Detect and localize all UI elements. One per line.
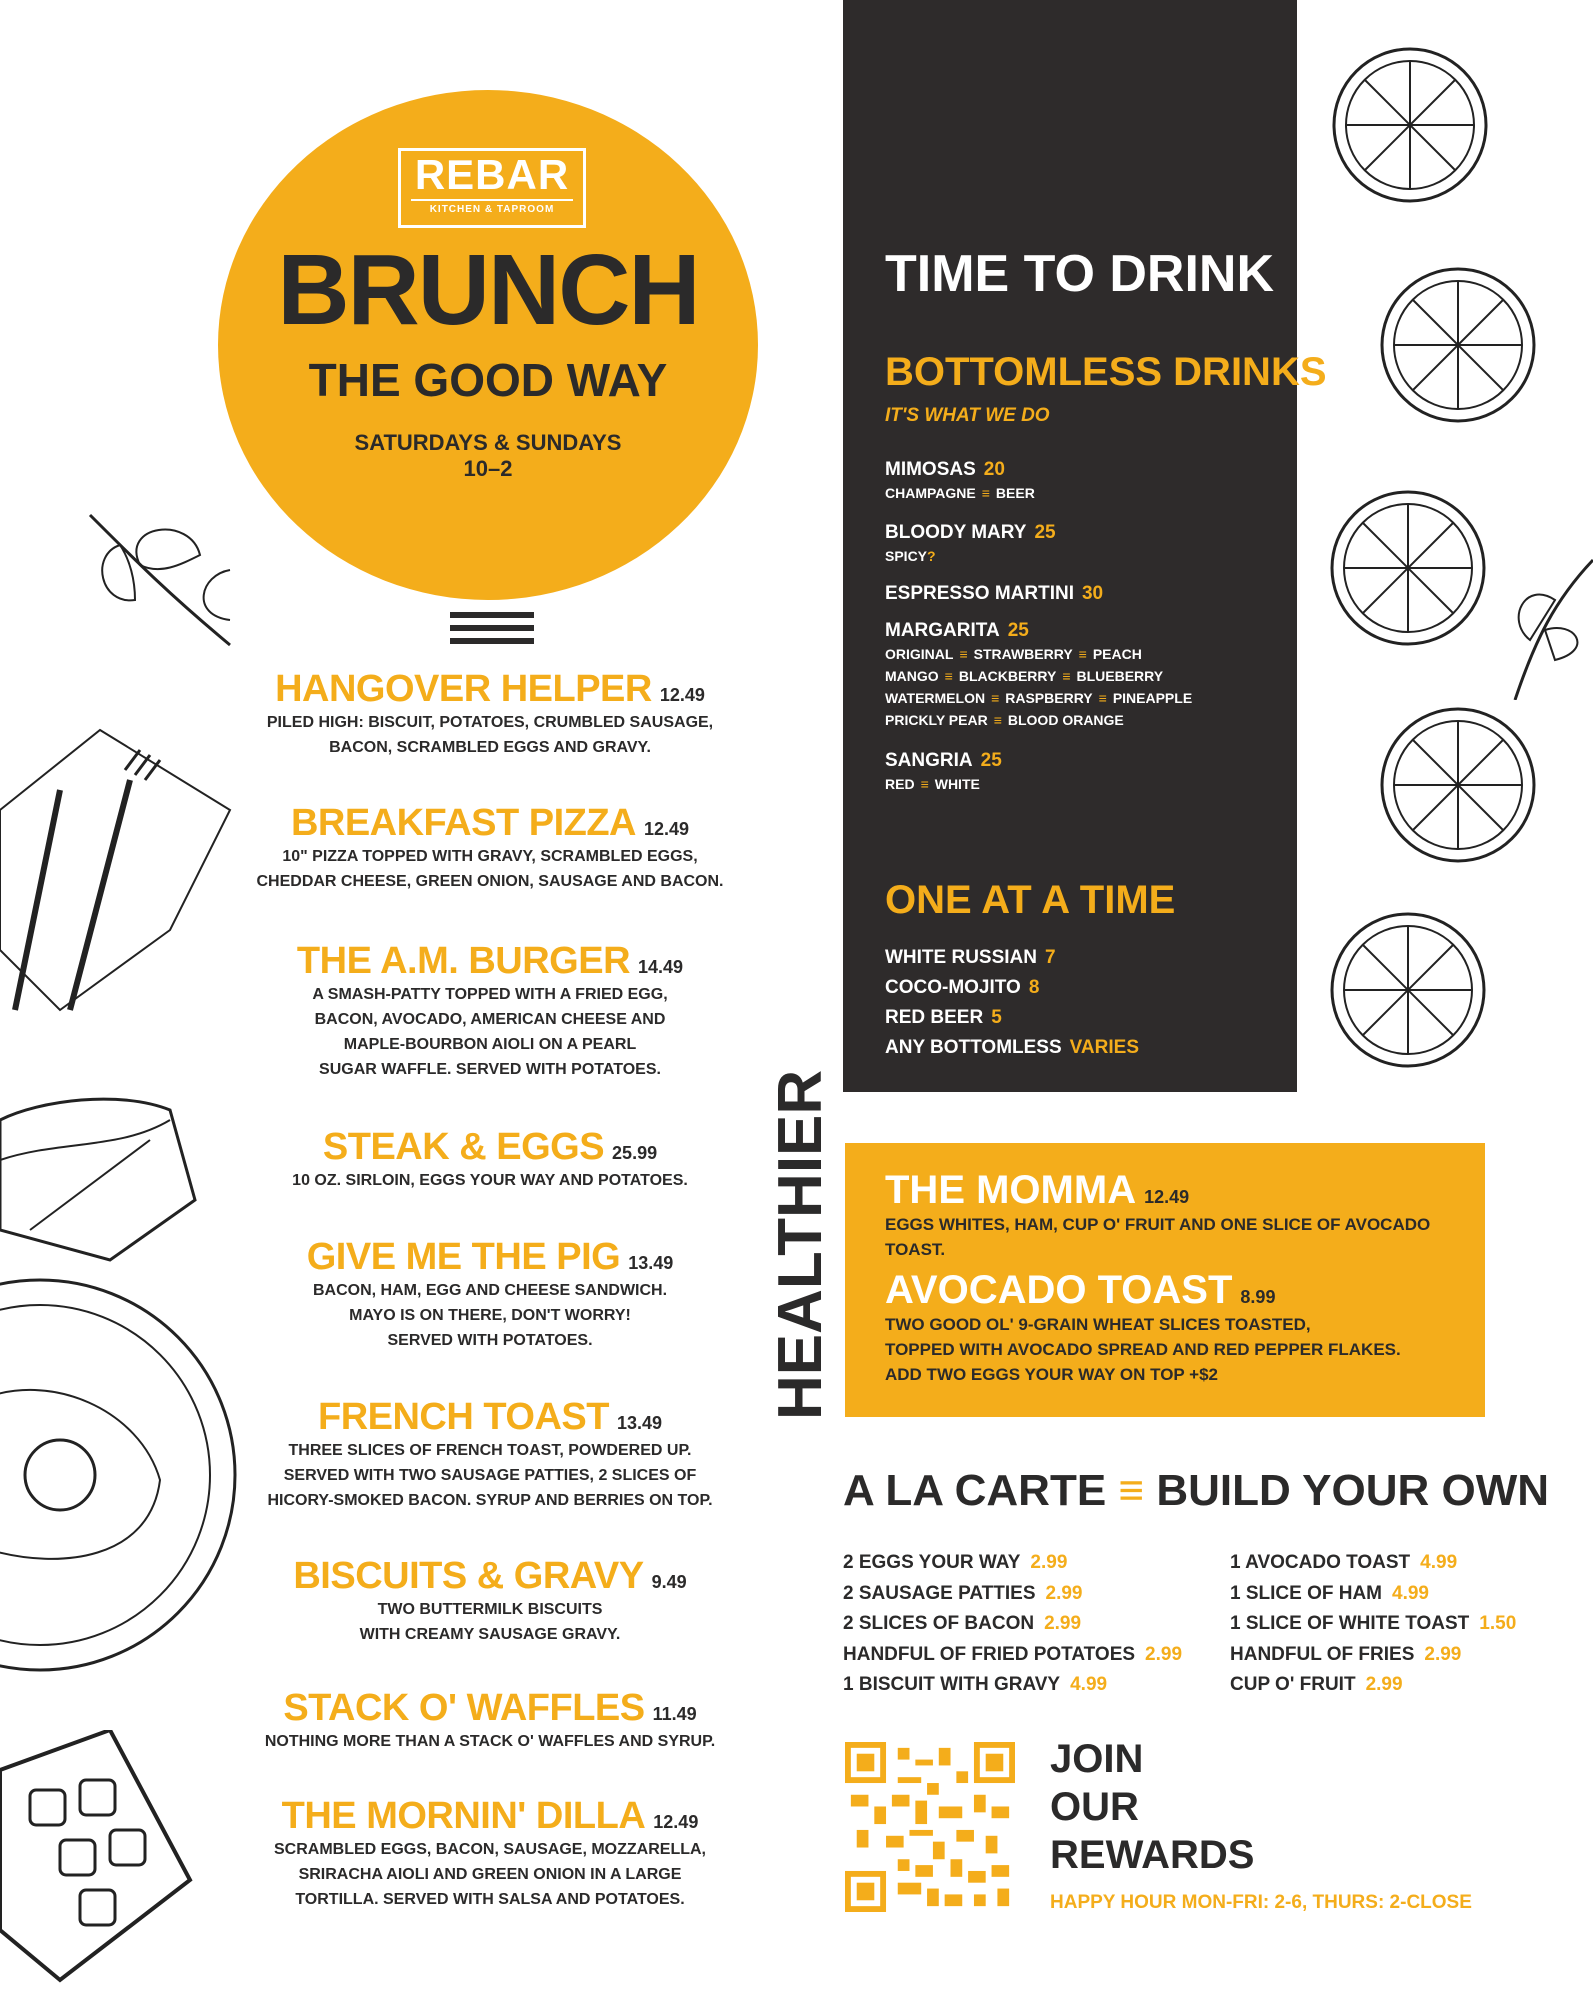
list-item-price: 2.99 — [1145, 1643, 1183, 1665]
list-item — [1230, 1670, 1516, 1701]
drink-option: MANGO — [885, 668, 939, 684]
menu-item-price: 9.49 — [651, 1572, 687, 1592]
menu-item-name: BREAKFAST PIZZA — [290, 802, 636, 844]
list-item — [843, 1670, 1182, 1701]
drink-item — [885, 521, 1285, 567]
menu-item-price: 14.49 — [638, 957, 684, 977]
list-item — [1230, 1609, 1516, 1640]
drink-item — [885, 582, 1285, 606]
list-item-price: 2.99 — [1044, 1613, 1082, 1634]
menu-item-price: 8.99 — [1240, 1287, 1276, 1307]
drink-option: ORIGINAL — [885, 646, 954, 662]
menu-item — [240, 1795, 740, 1912]
service-time: 10–2 — [463, 456, 513, 481]
drink-price: 7 — [1045, 947, 1056, 968]
menu-item-price: 12.49 — [644, 819, 690, 839]
menu-item-price: 12.49 — [659, 685, 705, 705]
citrus-slice-icon — [1378, 265, 1538, 425]
drink-note: SPICY — [885, 548, 928, 564]
drink-name: COCO-MOJITO — [885, 977, 1021, 998]
drink-option: RASPBERRY — [1005, 690, 1093, 706]
separator-icon: ≡ — [991, 690, 1000, 706]
drink-option: WHITE — [934, 776, 980, 792]
menu-item-description: TWO GOOD OL' 9-GRAIN WHEAT SLICES TOASTED, TOPPED WITH AVOCADO SPREAD AND RED PEPPER FLAKES. ADD TWO EGGS YOUR WAY ON TOP +$2 — [885, 1315, 1401, 1384]
list-item-name: CUP O' FRUIT — [1230, 1674, 1356, 1695]
menu-item — [240, 802, 740, 894]
list-item-price: 4.99 — [1070, 1674, 1108, 1695]
service-days: SATURDAYS & SUNDAYS — [354, 430, 622, 455]
list-item — [1230, 1640, 1516, 1671]
menu-item-description: NOTHING MORE THAN A STACK O' WAFFLES AND SYRUP. — [264, 1733, 716, 1750]
list-item-price: 4.99 — [1420, 1552, 1458, 1573]
drink-price: 25 — [1007, 620, 1029, 641]
list-item — [1230, 1548, 1516, 1579]
drink-item — [885, 458, 1285, 504]
napkin-cutlery-icon — [0, 690, 240, 1020]
menu-item-name: STACK O' WAFFLES — [283, 1687, 645, 1729]
list-item-name: 2 EGGS YOUR WAY — [843, 1552, 1021, 1573]
menu-item-price: 25.99 — [612, 1143, 658, 1163]
menu-item-description: THREE SLICES OF FRENCH TOAST, POWDERED UP. SERVED WITH TWO SAUSAGE PATTIES, 2 SLICES OF HICORY-SMOKED BACON. SYRUP AND BERRIES ON TOP. — [267, 1442, 713, 1509]
menu-item-name: BISCUITS & GRAVY — [293, 1555, 644, 1597]
a-la-carte-title-left: A LA CARTE — [843, 1466, 1107, 1515]
menu-item-description: A SMASH-PATTY TOPPED WITH A FRIED EGG, BACON, AVOCADO, AMERICAN CHEESE AND MAPLE-BOURBON AIOLI ON A PEARL SUGAR WAFFLE. SERVED WITH POTATOES. — [312, 986, 668, 1078]
a-la-carte-right-column — [1230, 1548, 1516, 1701]
menu-item-description: PILED HIGH: BISCUIT, POTATOES, CRUMBLED SAUSAGE, BACON, SCRAMBLED EGGS AND GRAVY. — [266, 714, 714, 756]
drink-price: 20 — [983, 459, 1005, 480]
bottomless-title: BOTTOMLESS DRINKS — [885, 350, 1327, 394]
drink-option: STRAWBERRY — [973, 646, 1073, 662]
drink-price: 30 — [1081, 583, 1104, 604]
healthier-label: HEALTHIER — [766, 1069, 835, 1420]
drink-name: SANGRIA — [885, 750, 973, 771]
drink-note-mark: ? — [927, 548, 936, 564]
menu-item-price: 13.49 — [616, 1413, 662, 1433]
citrus-slice-icon — [1330, 45, 1490, 205]
logo-subtitle: KITCHEN & TAPROOM — [411, 199, 573, 216]
menu-item-description: EGGS WHITES, HAM, CUP O' FRUIT AND ONE SLICE OF AVOCADO TOAST. — [885, 1215, 1431, 1259]
drink-option: BLUEBERRY — [1076, 668, 1164, 684]
menu-item-description: TWO BUTTERMILK BISCUITS WITH CREAMY SAUSAGE GRAVY. — [359, 1601, 621, 1643]
menu-item — [885, 1168, 1465, 1262]
leaf-sprig-icon — [80, 505, 240, 655]
menu-item-name: THE A.M. BURGER — [296, 940, 631, 982]
menu-item-description: SCRAMBLED EGGS, BACON, SAUSAGE, MOZZARELLA, SRIRACHA AIOLI AND GREEN ONION IN A LARGE TORTILLA. SERVED WITH SALSA AND POTATOES. — [273, 1841, 706, 1908]
drink-price: 25 — [1034, 522, 1056, 543]
list-item-name: HANDFUL OF FRIED POTATOES — [843, 1643, 1136, 1665]
list-item-name: 1 SLICE OF HAM — [1230, 1582, 1383, 1604]
drink-option: BEER — [995, 485, 1035, 501]
drinks-title: TIME TO DRINK — [885, 245, 1275, 303]
separator-icon: ≡ — [981, 485, 990, 501]
list-item — [843, 1579, 1182, 1610]
drink-name: WHITE RUSSIAN — [885, 947, 1037, 968]
list-item-price: 2.99 — [1030, 1552, 1068, 1573]
list-item-price: 2.99 — [1045, 1582, 1083, 1604]
menu-item — [240, 1555, 740, 1647]
one-at-a-time-title: ONE AT A TIME — [885, 878, 1176, 922]
a-la-carte-left-column — [843, 1548, 1182, 1701]
qr-code-icon[interactable] — [845, 1742, 1015, 1912]
citrus-slice-icon — [1378, 705, 1538, 865]
menu-item-description: 10 OZ. SIRLOIN, EGGS YOUR WAY AND POTATOES. — [292, 1172, 688, 1189]
leaf-sprig-icon — [1485, 540, 1593, 700]
rewards-line: REWARDS — [1050, 1833, 1255, 1877]
menu-item-price: 12.49 — [1144, 1187, 1190, 1207]
logo-name: REBAR — [414, 151, 570, 198]
list-item-name: 1 BISCUIT WITH GRAVY — [843, 1674, 1061, 1695]
drink-item — [885, 749, 1285, 795]
drink-item — [885, 1006, 1002, 1030]
menu-item — [240, 1126, 740, 1193]
drink-item — [885, 976, 1039, 1000]
list-item-name: 1 SLICE OF WHITE TOAST — [1230, 1613, 1470, 1634]
separator-icon: ≡ — [1062, 668, 1071, 684]
menu-item — [885, 1268, 1465, 1387]
rewards-heading — [1050, 1735, 1254, 1879]
separator-icon: ≡ — [1098, 690, 1107, 706]
menu-item — [240, 1236, 740, 1353]
drink-option: PEACH — [1092, 646, 1142, 662]
a-la-carte-title — [843, 1466, 1549, 1516]
rewards-line: JOIN — [1050, 1737, 1144, 1781]
menu-item-price: 12.49 — [653, 1812, 699, 1832]
separator-icon: ≡ — [993, 712, 1002, 728]
menu-item — [240, 1687, 740, 1754]
separator-icon: ≡ — [1078, 646, 1087, 662]
drink-name: ESPRESSO MARTINI — [885, 583, 1074, 604]
drink-price: 5 — [991, 1007, 1002, 1028]
drink-name: ANY BOTTOMLESS — [885, 1037, 1062, 1058]
drink-option: BLOOD ORANGE — [1007, 712, 1124, 728]
list-item-name: 1 AVOCADO TOAST — [1230, 1552, 1411, 1573]
list-item — [843, 1548, 1182, 1579]
list-item-name: 2 SLICES OF BACON — [843, 1613, 1035, 1634]
drink-price: VARIES — [1069, 1037, 1139, 1058]
drink-name: MIMOSAS — [885, 459, 976, 480]
page-title: BRUNCH — [277, 234, 699, 346]
separator-icon: ≡ — [1118, 1466, 1145, 1515]
bottomless-tagline: IT'S WHAT WE DO — [885, 405, 1050, 426]
list-item-price: 1.50 — [1479, 1613, 1517, 1634]
drink-price: 25 — [980, 750, 1002, 771]
rewards-line: OUR — [1050, 1785, 1139, 1829]
page-subtitle: THE GOOD WAY — [308, 354, 668, 406]
list-item-price: 2.99 — [1424, 1643, 1462, 1665]
menu-item-description: BACON, HAM, EGG AND CHEESE SANDWICH. MAYO IS ON THERE, DON'T WORRY! SERVED WITH POTATOES. — [312, 1282, 668, 1349]
drink-price: 8 — [1028, 977, 1040, 998]
menu-item-name: FRENCH TOAST — [317, 1396, 609, 1438]
citrus-slice-icon — [1328, 488, 1488, 648]
menu-item-name: AVOCADO TOAST — [885, 1268, 1233, 1312]
plate-egg-icon — [0, 1260, 240, 1690]
drink-name: BLOODY MARY — [885, 522, 1027, 543]
menu-item-description: 10" PIZZA TOPPED WITH GRAVY, SCRAMBLED EGGS, CHEDDAR CHEESE, GREEN ONION, SAUSAGE AND BACON. — [256, 848, 724, 890]
drink-name: MARGARITA — [885, 620, 1000, 641]
drink-option: RED — [885, 776, 915, 792]
menu-item-name: STEAK & EGGS — [322, 1126, 605, 1168]
menu-item-name: THE MOMMA — [885, 1168, 1137, 1212]
list-item — [843, 1640, 1182, 1671]
separator-icon: ≡ — [959, 646, 968, 662]
menu-item-name: GIVE ME THE PIG — [306, 1236, 621, 1278]
drink-option: WATERMELON — [885, 690, 986, 706]
menu-item-name: HANGOVER HELPER — [275, 668, 652, 710]
menu-item-price: 13.49 — [628, 1253, 674, 1273]
list-item-name: 2 SAUSAGE PATTIES — [843, 1582, 1036, 1604]
list-item — [1230, 1579, 1516, 1610]
drink-item — [885, 1036, 1139, 1060]
service-hours — [218, 430, 758, 482]
list-item-name: HANDFUL OF FRIES — [1230, 1643, 1415, 1665]
menu-item-price: 11.49 — [652, 1704, 697, 1724]
brand-logo — [398, 148, 586, 228]
drink-option: PRICKLY PEAR — [885, 712, 988, 728]
sandwich-icon — [0, 1080, 200, 1270]
drink-item — [885, 946, 1056, 970]
a-la-carte-title-right: BUILD YOUR OWN — [1156, 1466, 1550, 1515]
separator-icon: ≡ — [920, 776, 929, 792]
drink-name: RED BEER — [885, 1007, 984, 1028]
drink-item — [885, 619, 1285, 731]
happy-hour-text: HAPPY HOUR MON-FRI: 2-6, THURS: 2-CLOSE — [1050, 1892, 1472, 1913]
drink-option: PINEAPPLE — [1112, 690, 1193, 706]
menu-item — [240, 668, 740, 760]
menu-item-name: THE MORNIN' DILLA — [281, 1795, 646, 1837]
drink-option: CHAMPAGNE — [885, 485, 976, 501]
menu-item — [240, 1396, 740, 1513]
separator-icon: ≡ — [944, 668, 953, 684]
menu-lines-icon — [450, 612, 534, 651]
drink-option: BLACKBERRY — [958, 668, 1057, 684]
menu-item — [240, 940, 740, 1082]
list-item-price: 4.99 — [1392, 1582, 1429, 1604]
list-item-price: 2.99 — [1365, 1674, 1403, 1695]
citrus-slice-icon — [1328, 910, 1488, 1070]
waffle-icon — [0, 1730, 200, 1990]
list-item — [843, 1609, 1182, 1640]
